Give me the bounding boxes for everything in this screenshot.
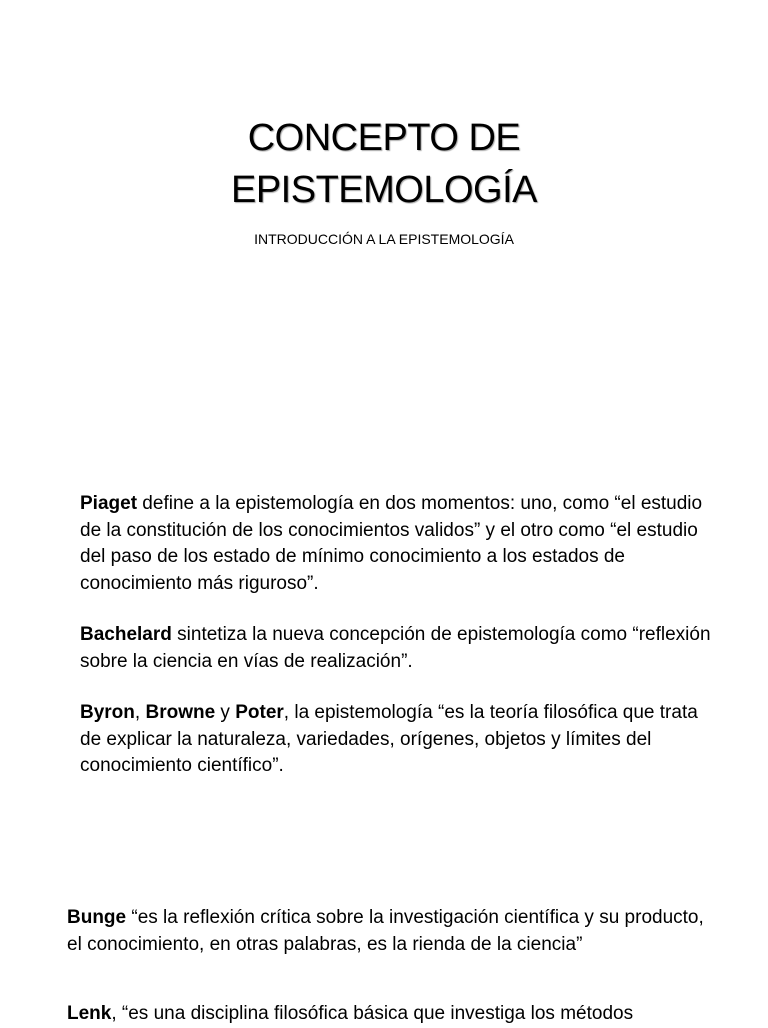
author-name-bachelard: Bachelard — [80, 624, 172, 645]
byron-definition — [80, 700, 720, 780]
title-line-1: CONCEPTO DE — [247, 117, 521, 159]
bunge-definition — [67, 905, 707, 958]
separator-1: , — [134, 702, 146, 723]
bachelard-definition — [80, 622, 720, 675]
title-slide — [0, 0, 768, 440]
page-title — [0, 112, 768, 216]
piaget-definition — [80, 491, 720, 597]
title-line-2: EPISTEMOLOGÍA — [230, 169, 538, 211]
author-name-browne: Browne — [145, 702, 216, 723]
bachelard-text: sintetiza la nueva concepción de epistemología como “reflexión sobre la ciencia en vías de realización”. — [80, 624, 711, 672]
bunge-text: “es la reflexión crítica sobre la investigación científica y su producto, el conocimiento, en otras palabras, es la rienda de la ciencia” — [67, 907, 704, 955]
piaget-text: define a la epistemología en dos momentos: uno, como “el estudio de la constitución de los conocimientos validos” y el otro como “el estudio del paso de los estado de mínimo conocimiento a los estados de conocimiento más riguroso”. — [80, 493, 703, 594]
separator-2: y — [215, 702, 236, 723]
author-name-poter: Poter — [235, 702, 284, 723]
author-name-piaget: Piaget — [80, 493, 138, 514]
lenk-text: , “es una disciplina filosófica básica que investiga los métodos — [111, 1003, 634, 1024]
definitions-slide-2 — [0, 860, 768, 1024]
author-name-bunge: Bunge — [67, 907, 127, 928]
page-subtitle: INTRODUCCIÓN A LA EPISTEMOLOGÍA — [254, 231, 514, 247]
author-name-lenk: Lenk — [67, 1003, 112, 1024]
byron-text: , la epistemología “es la teoría filosófica que trata de explicar la naturaleza, variedades, orígenes, objetos y límites del conocimiento científico”. — [80, 702, 698, 776]
author-name-byron: Byron — [80, 702, 135, 723]
definitions-slide-1 — [0, 440, 768, 860]
